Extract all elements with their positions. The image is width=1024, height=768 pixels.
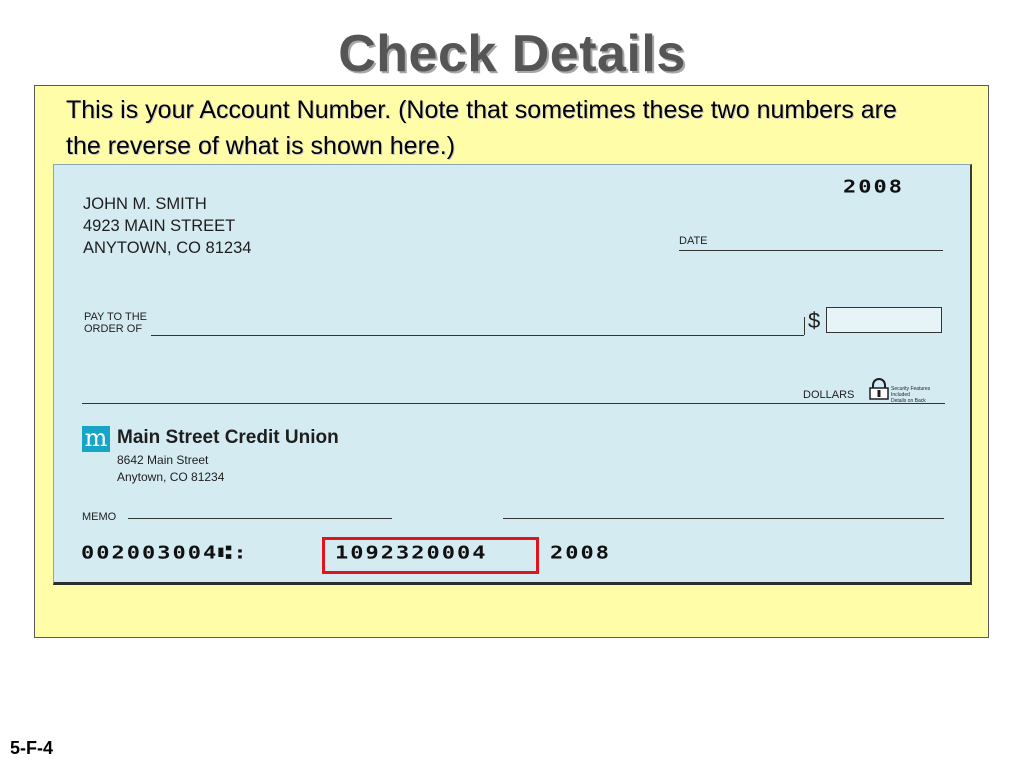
- pay-to-label: [84, 311, 147, 335]
- account-number-note: This is your Account Number. (Note that sometimes these two numbers are the reverse of what is shown here.): [66, 96, 897, 160]
- slide-number: 5-F-4: [10, 738, 54, 758]
- written-amount-line: [82, 403, 945, 404]
- check-image: [53, 164, 972, 585]
- check-number-top: 2008: [843, 177, 904, 198]
- bank-city: Anytown, CO 81234: [117, 470, 225, 484]
- account-holder-name: JOHN M. SMITH: [83, 195, 207, 213]
- pay-to-label-line1: PAY TO THE: [84, 311, 147, 323]
- payee-line: [151, 335, 804, 336]
- security-note-line2: Included: [891, 392, 910, 398]
- bank-name: Main Street Credit Union: [117, 427, 339, 448]
- bank-street: 8642 Main Street: [117, 453, 209, 467]
- slide-title: Check Details: [338, 25, 686, 83]
- dollar-sign: $: [808, 308, 821, 333]
- memo-line: [128, 518, 392, 519]
- lock-icon: [869, 378, 889, 405]
- account-holder-block: [83, 193, 251, 259]
- security-note-line1: Security Features: [891, 386, 931, 392]
- routing-number: 002003004⑆:: [81, 543, 249, 564]
- security-features-note: [891, 386, 930, 404]
- memo-label: MEMO: [82, 511, 117, 523]
- bank-logo-icon: m: [82, 426, 110, 452]
- pay-to-label-line2: ORDER OF: [84, 323, 143, 335]
- security-note-line3: Details on Back: [891, 398, 926, 404]
- account-holder-street: 4923 MAIN STREET: [83, 217, 236, 235]
- date-label: DATE: [679, 235, 708, 247]
- account-number: 1092320004: [335, 543, 488, 564]
- dollars-label: DOLLARS: [803, 389, 855, 401]
- signature-line: [503, 518, 944, 519]
- payee-line-end: [804, 317, 805, 335]
- account-holder-city: ANYTOWN, CO 81234: [83, 239, 252, 257]
- date-line: [679, 250, 943, 251]
- bank-address: [117, 452, 224, 486]
- amount-box: [826, 307, 942, 333]
- check-number-bottom: 2008: [550, 543, 611, 564]
